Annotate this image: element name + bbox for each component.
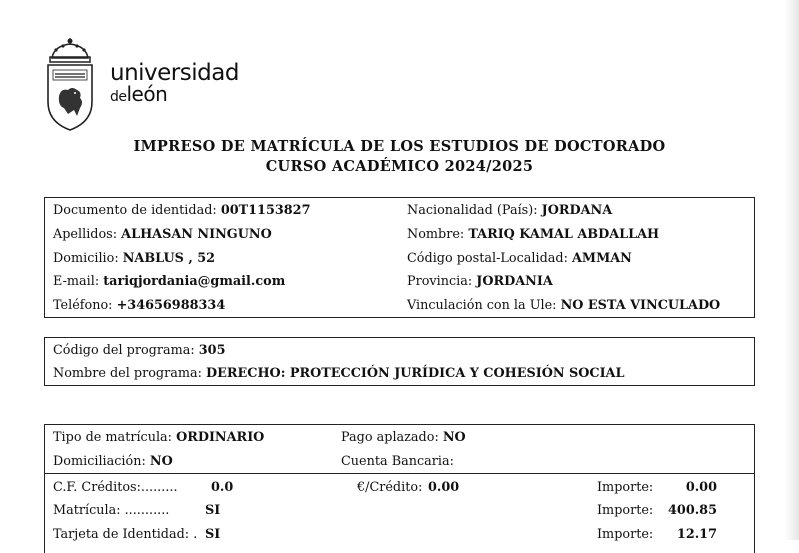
name-row: Nombre: TARIQ KAMAL ABDALLAH xyxy=(407,227,660,242)
address-row: Domicilio: NABLUS , 52 xyxy=(53,251,216,266)
link-row: Vinculación con la Ule: NO ESTA VINCULADO xyxy=(407,298,721,313)
amount1-value: 0.00 xyxy=(685,480,717,495)
email-row: E-mail: tariqjordania@gmail.com xyxy=(53,274,286,289)
crest-icon xyxy=(44,36,96,132)
per-credit-label: €/Crédito: xyxy=(357,480,423,495)
program-box xyxy=(44,337,755,386)
amount2-value: 400.85 xyxy=(668,503,717,518)
fees-box xyxy=(44,473,755,553)
phone-row: Teléfono: +34656988334 xyxy=(53,298,226,313)
page-edge-shadow xyxy=(785,0,799,540)
amount2-label: Importe: xyxy=(597,503,654,518)
academic-year: CURSO ACADÉMICO 2024/2025 xyxy=(265,158,534,175)
enrollment-box xyxy=(44,424,755,474)
postal-row: Código postal-Localidad: AMMAN xyxy=(407,251,632,266)
id-card-value: SI xyxy=(205,527,221,542)
document-title: IMPRESO DE MATRÍCULA DE LOS ESTUDIOS DE DOCTORADO xyxy=(133,138,666,155)
direct-debit-row: Domiciliación: NO xyxy=(53,454,173,469)
per-credit-value: 0.00 xyxy=(428,480,460,495)
logo-wordmark-leon: deleón xyxy=(110,82,168,106)
enrollment-type-row: Tipo de matrícula: ORDINARIO xyxy=(53,430,265,445)
logo-wordmark-universidad: universidad xyxy=(110,60,239,86)
doc-id-row: Documento de identidad: 00T1153827 xyxy=(53,203,311,218)
program-code-row: Código del programa: 305 xyxy=(53,343,226,358)
program-name-row: Nombre del programa: DERECHO: PROTECCIÓN JURÍDICA Y COHESIÓN SOCIAL xyxy=(53,366,625,381)
amount3-value: 12.17 xyxy=(676,527,717,542)
bank-account-row: Cuenta Bancaria: xyxy=(341,454,454,469)
amount3-label: Importe: xyxy=(597,527,654,542)
credits-label: C.F. Créditos:......... xyxy=(53,480,178,495)
university-logo xyxy=(44,36,244,132)
surname-row: Apellidos: ALHASAN NINGUNO xyxy=(53,227,272,242)
matricula-label: Matrícula: ........... xyxy=(53,503,170,518)
credits-value: 0.0 xyxy=(211,480,234,495)
matricula-value: SI xyxy=(205,503,221,518)
amount1-label: Importe: xyxy=(597,480,654,495)
id-card-label: Tarjeta de Identidad: . xyxy=(53,527,198,542)
personal-data-box xyxy=(44,197,755,318)
nationality-row: Nacionalidad (País): JORDANA xyxy=(407,203,613,218)
deferred-payment-row: Pago aplazado: NO xyxy=(341,430,466,445)
province-row: Provincia: JORDANIA xyxy=(407,274,553,289)
